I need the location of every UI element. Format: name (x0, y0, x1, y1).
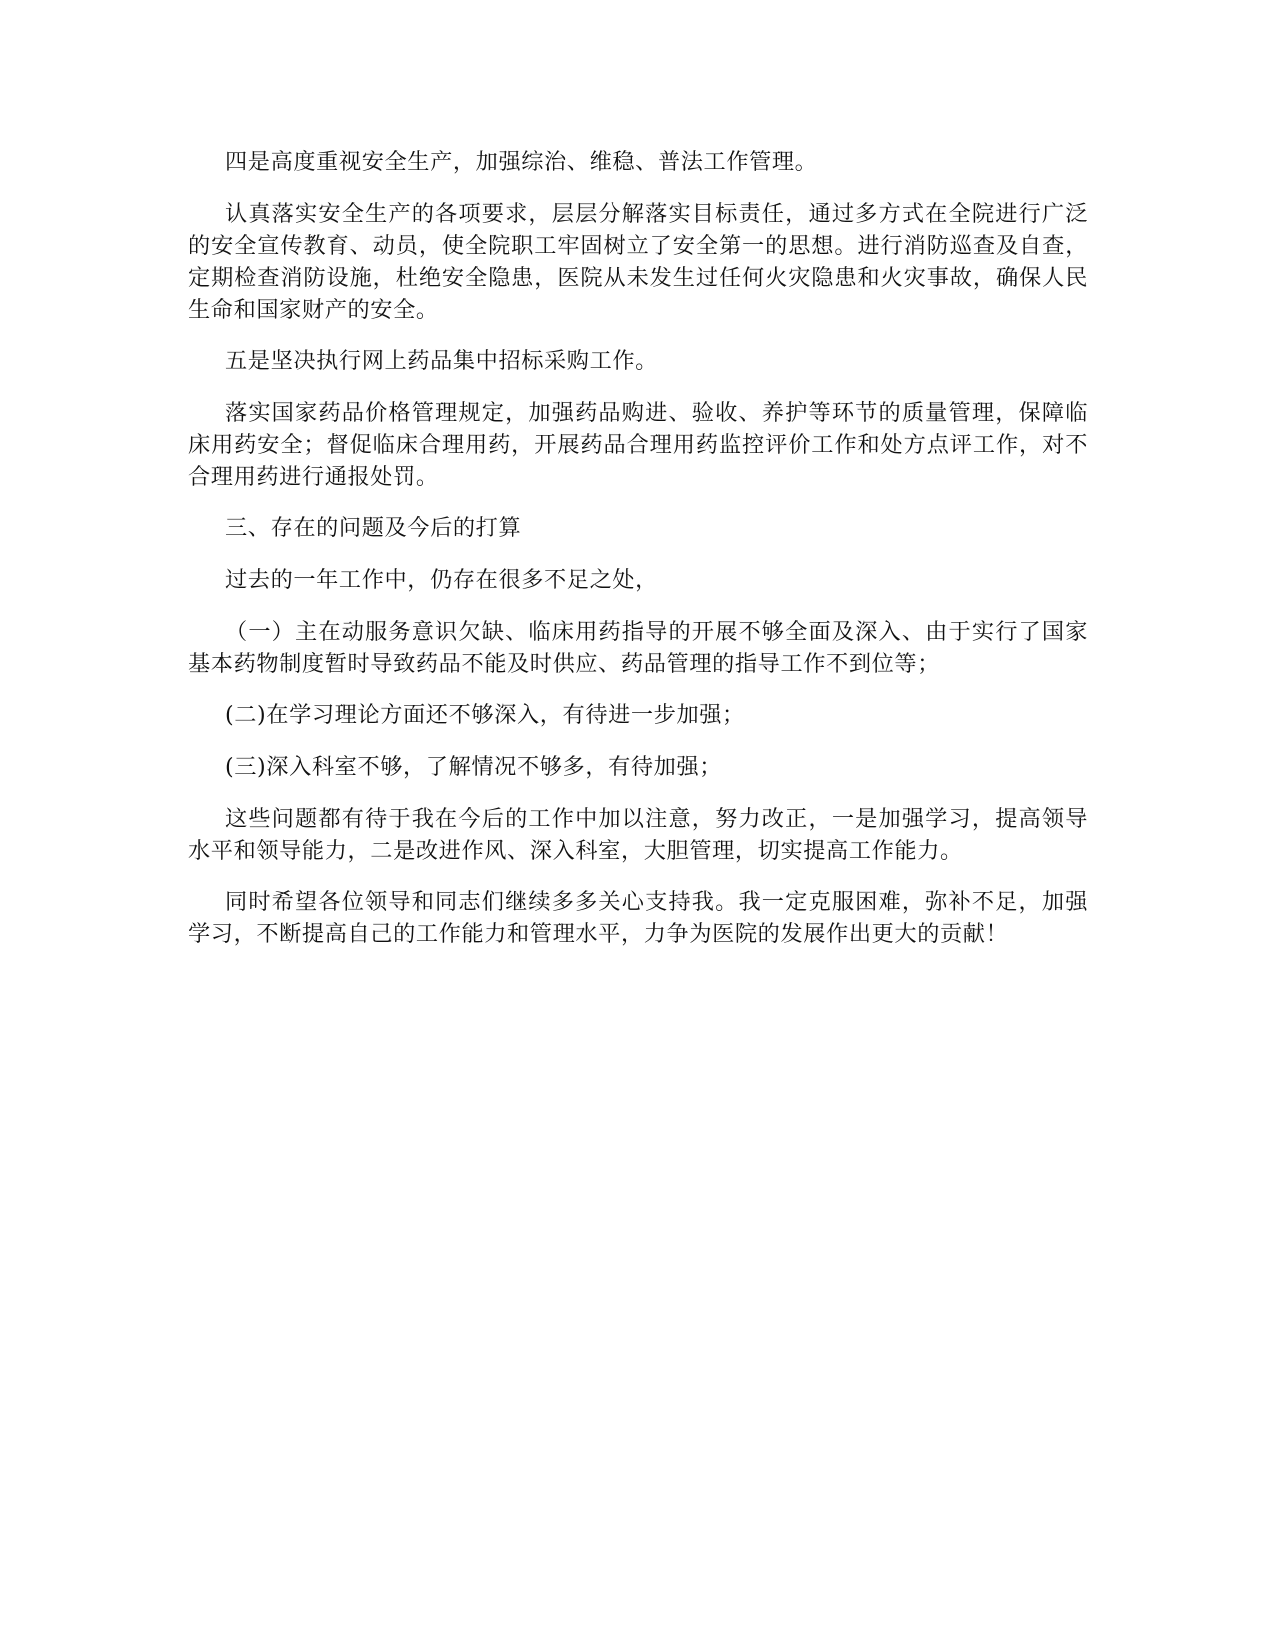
paragraph-procurement-heading: 五是坚决执行网上药品集中招标采购工作。 (225, 348, 658, 374)
section-heading-problems: 三、存在的问题及今后的打算 (225, 515, 522, 541)
paragraph-safety-heading: 四是高度重视安全生产，加强综治、维稳、普法工作管理。 (225, 149, 818, 175)
paragraph-improvement-plan: 这些问题都有待于我在今后的工作中加以注意，努力改正，一是加强学习，提高领导水平和领导能力，二是改进作风、深入科室，大胆管理，切实提高工作能力。 (188, 806, 1088, 864)
document-page (188, 146, 1088, 969)
paragraph-procurement-body: 落实国家药品价格管理规定，加强药品购进、验收、养护等环节的质量管理，保障临床用药安全；督促临床合理用药，开展药品合理用药监控评价工作和处方点评工作，对不合理用药进行通报处罚。 (188, 400, 1088, 490)
paragraph-problem-1: （一）主在动服务意识欠缺、临床用药指导的开展不够全面及深入、由于实行了国家基本药物制度暂时导致药品不能及时供应、药品管理的指导工作不到位等； (188, 619, 1088, 677)
paragraph-problem-2: (二)在学习理论方面还不够深入，有待进一步加强； (225, 702, 745, 728)
paragraph-closing: 同时希望各位领导和同志们继续多多关心支持我。我一定克服困难，弥补不足，加强学习，不断提高自己的工作能力和管理水平，力争为医院的发展作出更大的贡献！ (188, 889, 1088, 947)
paragraph-problem-3: (三)深入科室不够，了解情况不够多，有待加强； (225, 754, 723, 780)
paragraph-safety-body: 认真落实安全生产的各项要求，层层分解落实目标责任，通过多方式在全院进行广泛的安全宣传教育、动员，使全院职工牢固树立了安全第一的思想。进行消防巡查及自查，定期检查消防设施，杜绝安全隐患，医院从未发生过任何火灾隐患和火灾事故，确保人民生命和国家财产的安全。 (188, 201, 1088, 323)
paragraph-shortcomings-intro: 过去的一年工作中，仍存在很多不足之处， (225, 567, 658, 593)
